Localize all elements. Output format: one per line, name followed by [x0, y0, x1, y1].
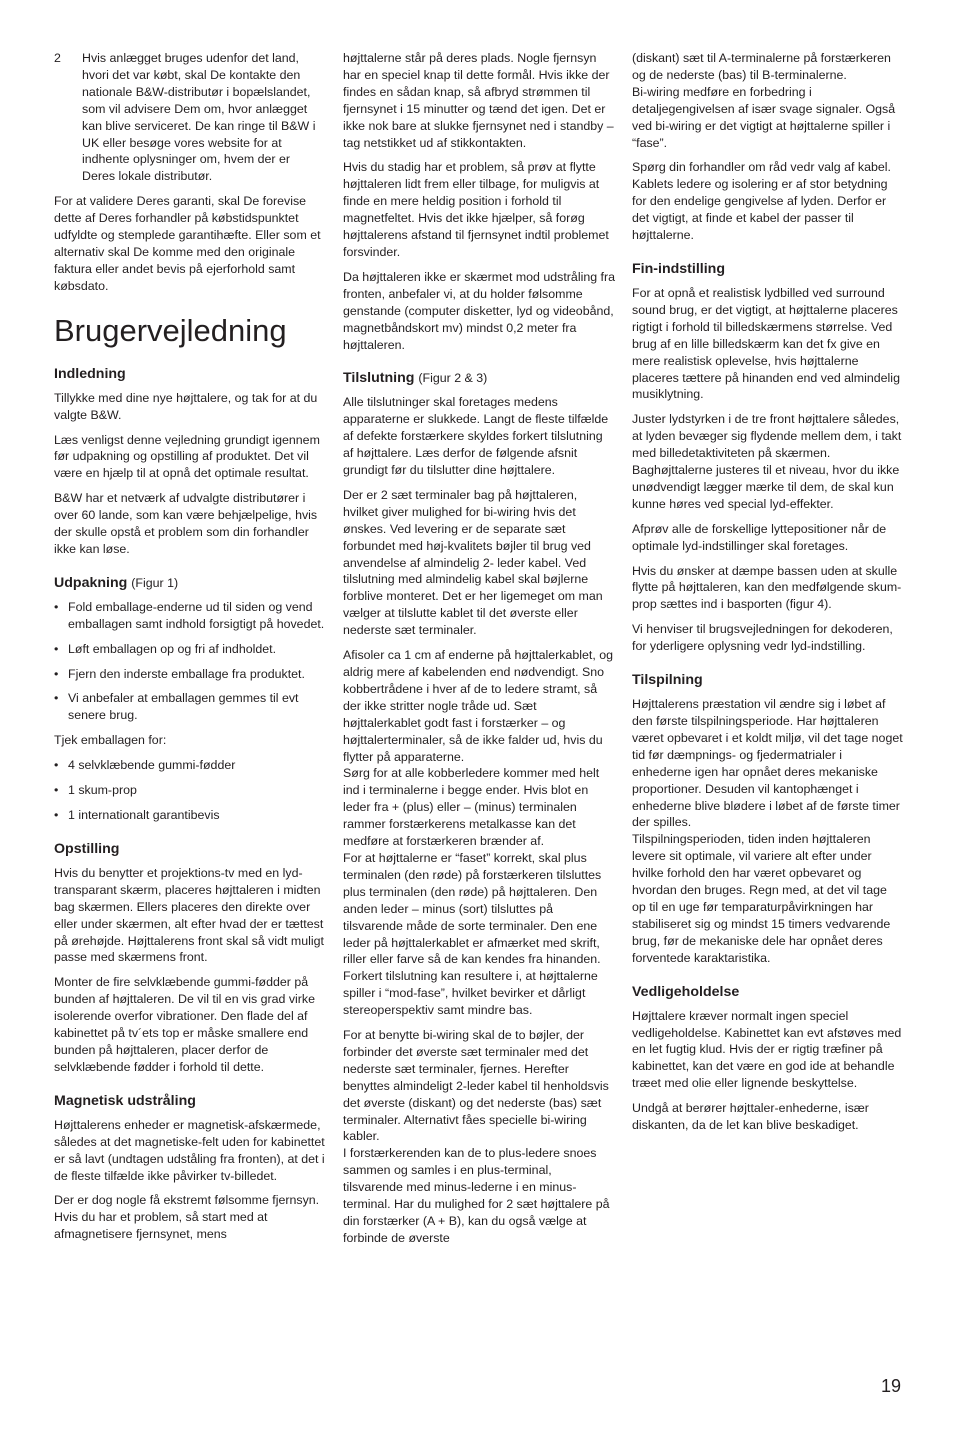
- list-item: [54, 690, 326, 724]
- paragraph: højttalerne står på deres plads. Nogle fjernsyn har en speciel knap til dette formål. Hvis ikke der findes en sådan knap, så afbryd strømmen til fjernsynet i 15 minutter og tænd det igen. Det er ikke nok bare at slukke fjernsynet ned i standby – tag netstikket ud af stikkontakten.: [343, 51, 614, 150]
- paragraph: Juster lydstyrken i de tre front højttalere således, at lyden bevæger sig flydende mellem dem, i takt med billedetaktiviteten på skærmen. Baghøjttalerne justeres til et niveau, hvor du ikke unødvendigt lægger mærke til dem, de skal kun kunne høres ved special lyd-effekter.: [632, 412, 902, 511]
- paragraph: Forkert tilslutning kan resultere i, at højttalerne spiller i “mod-fase”, hvilket bevirker et dårligt stereoperspektiv samt mindre bas.: [343, 969, 598, 1018]
- paragraph: Der er dog nogle få ekstremt følsomme fjernsyn. Hvis du har et problem, så start med at afmagnetisere fjernsynet, mens: [54, 1193, 320, 1242]
- list-item-text: 1 internationalt garantibevis: [68, 808, 220, 822]
- bullet: •: [54, 758, 59, 773]
- list-item: [54, 782, 326, 799]
- paragraph: For at højttalerne er “faset” korrekt, skal plus terminalen (den røde) på forstærkeren tilsluttes plus terminalen (den røde) på højttaleren. Den anden leder – minus (sort) tilsluttes på tilsvarende måde de sorte terminaler. Den ene leder på højttalerkablet er afmærket med skrift, riller eller farve så de kan kendes fra hinanden.: [343, 850, 602, 967]
- paragraph: Undgå at berører højttaler-enhederne, især diskanten, da de let kan blive beskadiget.: [632, 1101, 869, 1133]
- list-item: [54, 666, 326, 683]
- page-title: Brugervejledning: [54, 312, 287, 348]
- section-heading-tilspilning: Tilspilning: [632, 672, 703, 689]
- bullet-list: [54, 599, 326, 724]
- column-3: [632, 50, 904, 1142]
- list-item: [54, 641, 326, 658]
- paragraph: Hvis du ønsker at dæmpe bassen uden at skulle flytte på højttaleren, kan den medfølgende skum-prop sættes ind i basporten (figur 4).: [632, 563, 902, 612]
- bullet: •: [54, 783, 59, 798]
- paragraph: Vi henviser til brugsvejledningen for dekoderen, for yderligere oplysning vedr lyd-indstilling.: [632, 622, 893, 654]
- section-heading-indledning: Indledning: [54, 365, 126, 382]
- paragraph: Bi-wiring medføre en forbedring i detaljegengivelsen af især svage signaler. Også ved bi-wiring er det vigtigt at højttalerne spiller i “fase”.: [632, 84, 896, 150]
- bullet: •: [54, 691, 59, 706]
- list-item-text: Løft emballagen op og fri af indholdet.: [68, 641, 277, 656]
- paragraph: For at benytte bi-wiring skal de to bøjler, der forbinder det øverste sæt terminaler med det nederste sæt terminaler, fjernes. Herefter benyttes almindeligt 2-leder kabel til henholdsvis det øverste (diskant) og det nederste (bas) sæt terminaler. Alternativt fåes specielle bi-wiring kabler.: [343, 1028, 609, 1144]
- column-2: [343, 50, 615, 1255]
- bullet: •: [54, 599, 59, 614]
- section-heading-fin-indstilling: Fin-indstilling: [632, 260, 725, 277]
- paragraph: I forstærkerenden kan de to plus-ledere snoes sammen og samles i en plus-terminal, tilsvarende med minus-lederne i en minus-terminal. Har du mulighed for 2 sæt højttalere på din forstærker (A + B), kan du også vælge at forbinde de øverste: [343, 1146, 610, 1245]
- paragraph: Monter de fire selvklæbende gummi-fødder på bunden af højttaleren. De vil til en vis grad virke isolerende overfor vibrationer. Den flade del af kabinettet på tv´ets top er måske smallere end bunden på højttaleren, placer derfor de selvklæbende fødder i forhold til dette.: [54, 975, 316, 1074]
- paragraph: Spørg din forhandler om råd vedr valg af kabel. Kablets ledere og isolering er af stor betydning for den endelige gengivelse af lyden. Derfor er det vigtigt, at finde et kabel der passer til højttalerne.: [632, 160, 891, 243]
- paragraph: Hvis du benytter et projektions-tv med en lyd-transparant skærm, placeres højttaleren i midten bag skærmen. Ellers placeres den direkte over eller under skærmen, alt efter hvad der er tættest på ørehøjde. Højttalerens front skal så vidt muligt passe med skærmens front.: [54, 865, 324, 965]
- paragraph: Afprøv alle de forskellige lyttepositioner når de optimale lyd-indstillinger skal foretages.: [632, 521, 887, 553]
- bullet: •: [54, 666, 59, 681]
- heading-text: Tilslutning: [343, 370, 415, 387]
- paragraph: For at opnå et realistisk lydbilled ved surround sound brug, er det vigtigt, at højttalerne placeres rigtigt i forhold til billedskærmens størrelse. Ved brug af en lille billedskærm kan det fx give en mere realistisk oplevelse, hvis højttalerne placeres tættere på hinanden end ved almindelig musiklytning.: [632, 285, 900, 402]
- paragraph: (diskant) sæt til A-terminalerne på forstærkeren og de nederste (bas) til B-terminalerne.: [632, 51, 891, 82]
- paragraph: Højttalerens præstation vil ændre sig i løbet af den første tilspilningsperiode. Har højttaleren været opbevaret i et koldt miljø, vil det tage noget tid før dæmpnings- og fjedermatrialer i enhederne igen har opnået deres mekaniske proportioner. Desuden vil kantophænget i enhederne blive blødere i løbet af de første timer der spilles.: [632, 697, 903, 830]
- bullet-list: [54, 757, 326, 824]
- paragraph: Hvis du stadig har et problem, så prøv at flytte højttaleren lidt frem eller tilbage, for muligvis at finde en mere heldig position i forhold til magnetfeltet. Hvis det ikke hjælper, så forøg højttalerens afstand til fjernsynet indtil problemet forsvinder.: [343, 160, 609, 259]
- paragraph: Alle tilslutninger skal foretages medens apparaterne er slukkede. Langt de fleste tilfælde af defekte forstærkere skyldes forkert tilslutning af højttalere. Læs derfor de følgende afsnit grundigt før du tilslutter dine højttalere.: [343, 395, 609, 478]
- list-item-text: Vi anbefaler at emballagen gemmes til evt senere brug.: [68, 691, 299, 723]
- paragraph: Der er 2 sæt terminaler bag på højttaleren, hvilket giver mulighed for bi-wiring hvis det ønskes. Ved levering er de separate sæt forbundet med høj-kvalitets bøjler til brug ved anvendelse af almindelig 2- leder kabel. Ved tilslutning med almindelig kabel skal bøjlerne forblive monteret. Det er her ligemeget om man vælger at tilslutte kablet til det øverste eller nederste sæt terminaler.: [343, 487, 603, 638]
- paragraph: Højttalere kræver normalt ingen speciel vedligeholdelse. Kabinettet kan evt afstøves med en let fugtig klud. Hvis der er rigtig træfiner på kabinettet, kan det være en god ide at behandle træet med olie eller lignende beskyttelse.: [632, 1008, 902, 1091]
- list-item-text: 1 skum-prop: [68, 783, 137, 798]
- numbered-item: [54, 50, 326, 185]
- paragraph: B&W har et netværk af udvalgte distributører i over 60 lande, som kan være behjælpelige, hvis der skulle opstå et problem som din forhandler ikke kan løse.: [54, 491, 318, 556]
- paragraph: Da højttaleren ikke er skærmet mod udstråling fra fronten, anbefaler vi, at du holder følsomme genstande (computer disketter, lyd og videobånd, magnetbåndskort mv) mindst 0,2 meter fra højttaleren.: [343, 269, 616, 352]
- paragraph: Afisoler ca 1 cm af enderne på højttalerkablet, og aldrig mere af kabelenden end nødvendigt. Sno kobbertrådene i hver af de to ledere stramt, så der ikke stritter nogle tråde ud. Sæt højttalerkablet godt fast i forstærker – og højttalerterminaler, så de ikke falder ud, hvis du flytter på apparaterne.: [343, 648, 613, 764]
- list-item: [54, 807, 326, 824]
- section-heading-udpakning: [54, 574, 326, 592]
- figure-reference: (Figur 1): [131, 575, 179, 590]
- page-number: 19: [880, 1376, 901, 1396]
- list-item: [54, 757, 326, 774]
- paragraph: Tillykke med dine nye højttalere, og tak for at du valgte B&W.: [54, 390, 318, 422]
- paragraph: Sørg for at alle kobberledere kommer med helt ind i terminalerne i begge ender. Hvis blot en leder fra + (plus) eller – (minus) terminalen rammer forstærkerens metalkasse kan det medføre at forstærkeren brænder af.: [343, 766, 600, 849]
- section-heading-tilslutning: [343, 369, 615, 387]
- list-item-text: Fjern den inderste emballage fra produktet.: [68, 666, 305, 681]
- paragraph: Læs venligst denne vejledning grundigt igennem før udpakning og opstilling af produktet. Det vil være en hjælp til at opnå det optimale resultat.: [54, 432, 320, 481]
- list-item: [54, 599, 326, 633]
- section-heading-opstilling: Opstilling: [54, 840, 120, 857]
- paragraph: Højttalerens enheder er magnetisk-afskærmede, således at det magnetiske-felt uden for kabinettet er så lavt (undtagen udståling fra fronten), at det i de fleste tilfælde ikke påvirker tv-billedet.: [54, 1117, 325, 1183]
- section-heading-magnetisk: Magnetisk udstråling: [54, 1092, 196, 1109]
- item-number: 2: [54, 51, 61, 65]
- guarantee-paragraph: For at validere Deres garanti, skal De forevise dette af Deres forhandler på købstidspunktet udfyldte og stemplede garantihæfte. Eller som et alternativ skal De komme med den originale faktura eller andet bevis på ejerforhold samt købsdato.: [54, 194, 321, 293]
- list-item-text: 4 selvklæbende gummi-fødder: [68, 758, 236, 773]
- bullet: •: [54, 808, 59, 822]
- bullet: •: [54, 641, 59, 656]
- heading-text: Udpakning: [54, 574, 128, 591]
- column-1: [54, 50, 326, 1251]
- item-text: Hvis anlægget bruges udenfor det land, hvori det var købt, skal De kontakte den nationale B&W-distributør i bopælslandet, som vil advisere Dem om, hvor anlægget kan blive serviceret. De kan ringe til B&W i UK eller besøge vores website for at indhente oplysninger om, hvem der er Deres lokale distributør.: [82, 51, 316, 184]
- section-heading-vedligeholdelse: Vedligeholdelse: [632, 983, 740, 1000]
- list-item-text: Fold emballage-enderne ud til siden og vend emballagen samt indhold forsigtigt på hovedet.: [68, 599, 325, 631]
- paragraph: Tjek emballagen for:: [54, 733, 167, 748]
- figure-reference: (Figur 2 & 3): [418, 371, 488, 386]
- paragraph: Tilspilningsperioden, tiden inden højttaleren levere sit optimale, vil variere alt efter under hvilke forhold den har været opbevaret og hvordan den bruges. Regn med, at det vil tage op til en uge før temparaturpåvirkningen har stabiliseret sig og mindst 15 timers vedvarende brug, før de mekaniske dele har opnået deres forventede karaktaristika.: [632, 832, 891, 965]
